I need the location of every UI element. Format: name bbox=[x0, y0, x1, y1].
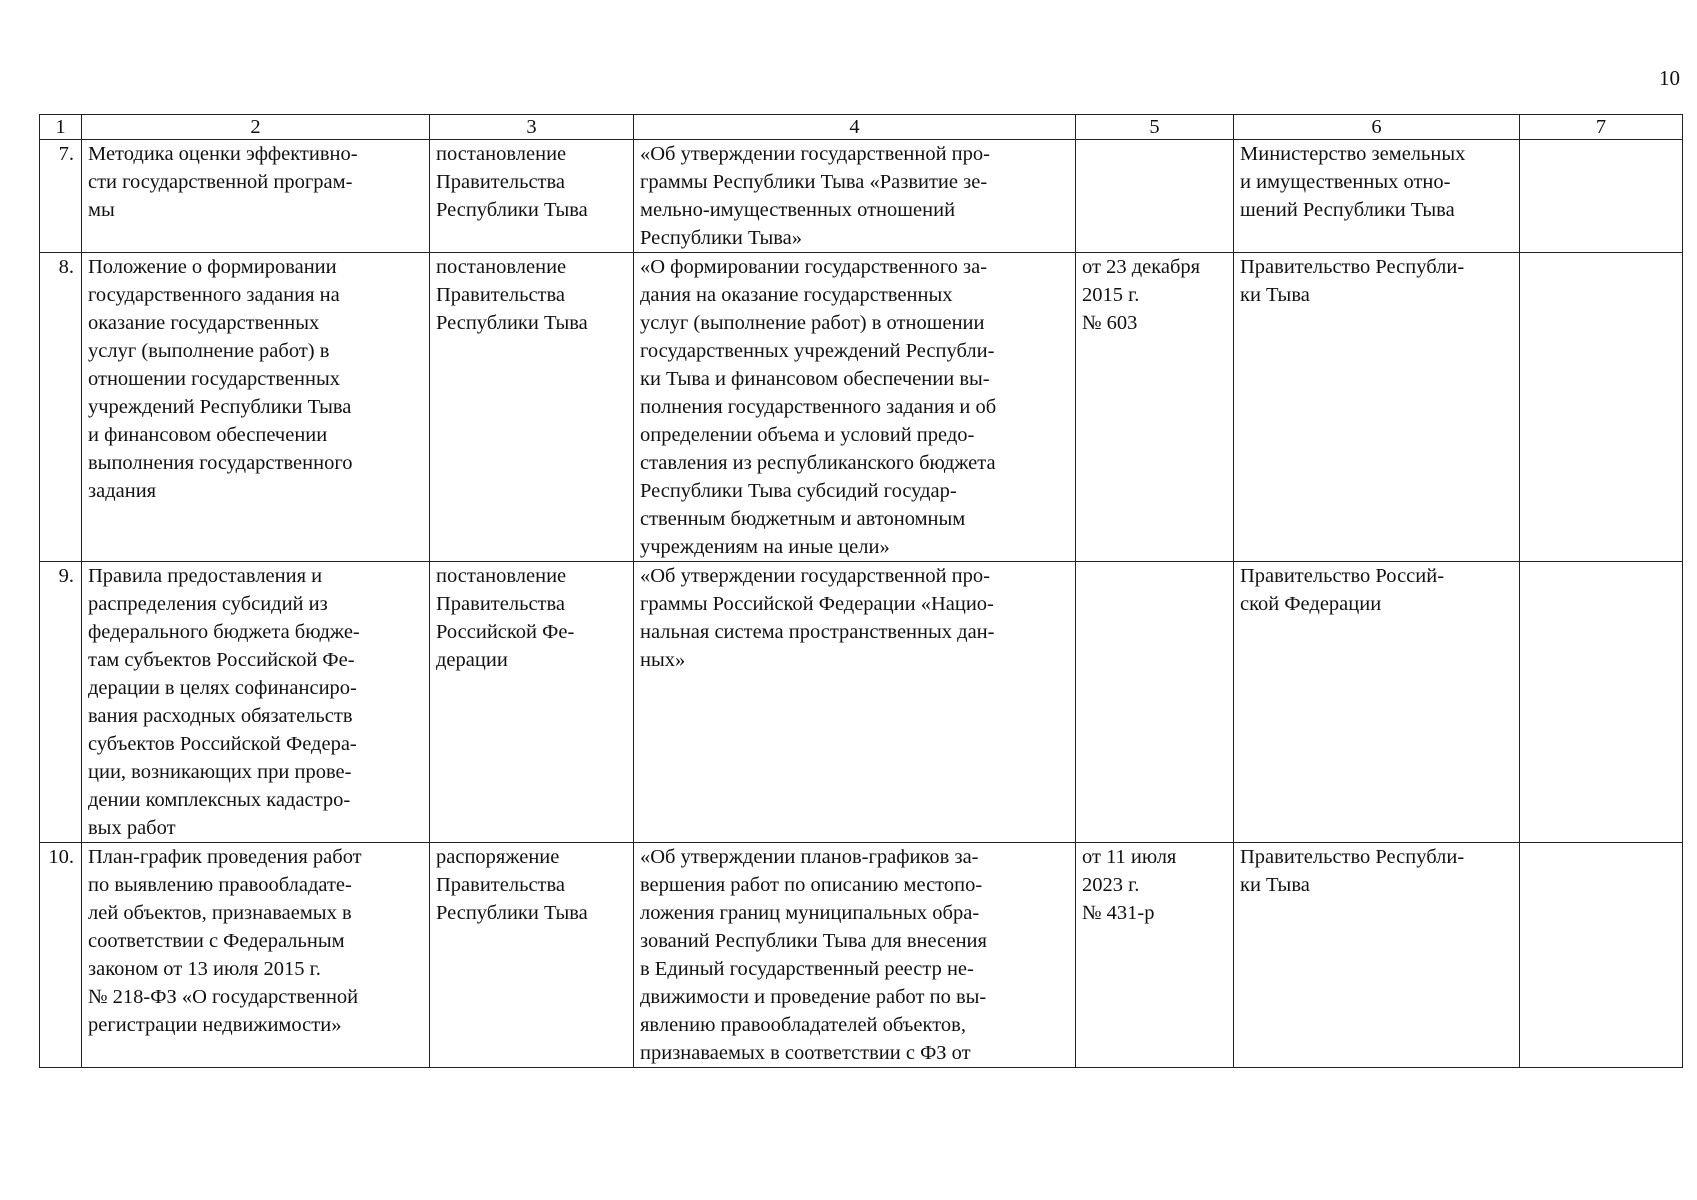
cell-text-line: сти государственной програм- bbox=[88, 171, 353, 193]
cell-text-line: вершения работ по описанию местопо- bbox=[640, 874, 983, 896]
cell-text-line: № 603 bbox=[1082, 312, 1138, 334]
cell-text-line: там субъектов Российской Фе- bbox=[88, 649, 355, 671]
cell-text-line: ции, возникающих при прове- bbox=[88, 761, 352, 783]
cell-text-line: постановление bbox=[436, 256, 567, 278]
cell-text-line: услуг (выполнение работ) в bbox=[88, 340, 330, 362]
cell-text-line: ки Тыва bbox=[1240, 874, 1310, 896]
cell-text-line: зований Республики Тыва для внесения bbox=[640, 930, 987, 952]
cell-text-line: от 23 декабря bbox=[1082, 256, 1201, 278]
document-name-cell bbox=[82, 843, 430, 1068]
document-title-cell bbox=[634, 562, 1076, 843]
cell-text-line: ской Федерации bbox=[1240, 593, 1382, 615]
row-number: 8. bbox=[40, 253, 82, 562]
cell-text-line: явлению правообладателей объектов, bbox=[640, 1014, 966, 1036]
cell-text-line: законом от 13 июля 2015 г. bbox=[88, 958, 321, 980]
cell-text-line: Российской Фе- bbox=[436, 621, 575, 643]
cell-text-line: услуг (выполнение работ) в отношении bbox=[640, 312, 985, 334]
document-title-cell bbox=[634, 140, 1076, 253]
row-number: 10. bbox=[40, 843, 82, 1068]
cell-text-line: дении комплексных кадастро- bbox=[88, 789, 351, 811]
cell-text-line: Министерство земельных bbox=[1240, 143, 1466, 165]
cell-text-line: ки Тыва и финансовом обеспечении вы- bbox=[640, 368, 990, 390]
document-name-cell bbox=[82, 140, 430, 253]
cell-text-line: Правительство Республи- bbox=[1240, 256, 1465, 278]
cell-text-line: государственных учреждений Республи- bbox=[640, 340, 995, 362]
header-cell: 5 bbox=[1076, 115, 1234, 140]
cell-text-line: субъектов Российской Федера- bbox=[88, 733, 357, 755]
document-type-cell bbox=[430, 843, 634, 1068]
document-date-cell bbox=[1076, 253, 1234, 562]
cell-text-line: государственного задания на bbox=[88, 284, 340, 306]
cell-text-line: дерации bbox=[436, 649, 508, 671]
cell-text-line: полнения государственного задания и об bbox=[640, 396, 997, 418]
cell-text-line: отношении государственных bbox=[88, 368, 340, 390]
cell-text-line: Правительства bbox=[436, 593, 566, 615]
cell-text-line: «Об утверждении государственной про- bbox=[640, 143, 990, 165]
document-name-cell bbox=[82, 253, 430, 562]
row-number: 7. bbox=[40, 140, 82, 253]
cell-text-line: лей объектов, признаваемых в bbox=[88, 902, 352, 924]
cell-text-line: вых работ bbox=[88, 817, 176, 839]
document-date-cell bbox=[1076, 562, 1234, 843]
cell-text-line: оказание государственных bbox=[88, 312, 320, 334]
cell-text-line: нальная система пространственных дан- bbox=[640, 621, 995, 643]
cell-text-line: Республики Тыва bbox=[436, 312, 588, 334]
cell-text-line: регистрации недвижимости» bbox=[88, 1014, 342, 1036]
cell-text-line: в Единый государственный реестр не- bbox=[640, 958, 974, 980]
cell-text-line: распоряжение bbox=[436, 846, 560, 868]
cell-text-line: Правительства bbox=[436, 874, 566, 896]
cell-text-line: № 218-ФЗ «О государственной bbox=[88, 986, 359, 1008]
cell-text-line: Республики Тыва» bbox=[640, 227, 802, 249]
responsible-cell bbox=[1234, 843, 1520, 1068]
header-cell: 7 bbox=[1520, 115, 1683, 140]
document-type-cell bbox=[430, 140, 634, 253]
cell-text-line: задания bbox=[88, 480, 157, 502]
cell-text-line: шений Республики Тыва bbox=[1240, 199, 1455, 221]
cell-text-line: Правительство Республи- bbox=[1240, 846, 1465, 868]
cell-text-line: 2015 г. bbox=[1082, 284, 1140, 306]
cell-text-line: и финансовом обеспечении bbox=[88, 424, 328, 446]
note-cell bbox=[1520, 562, 1683, 843]
header-cell: 2 bbox=[82, 115, 430, 140]
cell-text-line: федерального бюджета бюдже- bbox=[88, 621, 360, 643]
cell-text-line: вания расходных обязательств bbox=[88, 705, 353, 727]
document-table bbox=[39, 114, 1683, 1068]
cell-text-line: мы bbox=[88, 199, 115, 221]
cell-text-line: Республики Тыва bbox=[436, 902, 588, 924]
note-cell bbox=[1520, 140, 1683, 253]
row-number: 9. bbox=[40, 562, 82, 843]
cell-text-line: признаваемых в соответствии с ФЗ от bbox=[640, 1042, 971, 1064]
cell-text-line: от 11 июля bbox=[1082, 846, 1177, 868]
cell-text-line: «Об утверждении государственной про- bbox=[640, 565, 990, 587]
cell-text-line: движимости и проведение работ по вы- bbox=[640, 986, 987, 1008]
cell-text-line: ложения границ муниципальных обра- bbox=[640, 902, 980, 924]
table-row bbox=[40, 843, 1683, 1068]
cell-text-line: учреждений Республики Тыва bbox=[88, 396, 352, 418]
note-cell bbox=[1520, 843, 1683, 1068]
cell-text-line: и имущественных отно- bbox=[1240, 171, 1451, 193]
header-cell: 6 bbox=[1234, 115, 1520, 140]
cell-text-line: по выявлению правообладате- bbox=[88, 874, 352, 896]
cell-text-line: Республики Тыва bbox=[436, 199, 588, 221]
cell-text-line: Правительства bbox=[436, 284, 566, 306]
cell-text-line: соответствии с Федеральным bbox=[88, 930, 345, 952]
cell-text-line: ных» bbox=[640, 649, 686, 671]
document-date-cell bbox=[1076, 843, 1234, 1068]
cell-text-line: Правительства bbox=[436, 171, 566, 193]
document-name-cell bbox=[82, 562, 430, 843]
cell-text-line: определении объема и условий предо- bbox=[640, 424, 975, 446]
document-title-cell bbox=[634, 253, 1076, 562]
table-row bbox=[40, 253, 1683, 562]
cell-text-line: ставления из республиканского бюджета bbox=[640, 452, 996, 474]
header-cell: 3 bbox=[430, 115, 634, 140]
cell-text-line: дания на оказание государственных bbox=[640, 284, 953, 306]
cell-text-line: граммы Республики Тыва «Развитие зе- bbox=[640, 171, 988, 193]
document-title-cell bbox=[634, 843, 1076, 1068]
responsible-cell bbox=[1234, 562, 1520, 843]
table-row bbox=[40, 562, 1683, 843]
header-cell: 1 bbox=[40, 115, 82, 140]
header-cell: 4 bbox=[634, 115, 1076, 140]
cell-text-line: 2023 г. bbox=[1082, 874, 1140, 896]
cell-text-line: учреждениям на иные цели» bbox=[640, 536, 890, 558]
cell-text-line: Республики Тыва субсидий государ- bbox=[640, 480, 957, 502]
cell-text-line: постановление bbox=[436, 143, 567, 165]
cell-text-line: «Об утверждении планов-графиков за- bbox=[640, 846, 979, 868]
cell-text-line: постановление bbox=[436, 565, 567, 587]
table-row bbox=[40, 140, 1683, 253]
page-number: 10 bbox=[1659, 66, 1680, 90]
cell-text-line: Правительство Россий- bbox=[1240, 565, 1445, 587]
document-date-cell bbox=[1076, 140, 1234, 253]
cell-text-line: «О формировании государственного за- bbox=[640, 256, 988, 278]
cell-text-line: дерации в целях софинансиро- bbox=[88, 677, 357, 699]
document-type-cell bbox=[430, 253, 634, 562]
table-header-row bbox=[40, 115, 1683, 140]
responsible-cell bbox=[1234, 140, 1520, 253]
document-type-cell bbox=[430, 562, 634, 843]
cell-text-line: ственным бюджетным и автономным bbox=[640, 508, 966, 530]
cell-text-line: мельно-имущественных отношений bbox=[640, 199, 956, 221]
cell-text-line: План-график проведения работ bbox=[88, 846, 362, 868]
cell-text-line: распределения субсидий из bbox=[88, 593, 328, 615]
cell-text-line: № 431-р bbox=[1082, 902, 1155, 924]
responsible-cell bbox=[1234, 253, 1520, 562]
cell-text-line: граммы Российской Федерации «Нацио- bbox=[640, 593, 994, 615]
cell-text-line: Положение о формировании bbox=[88, 256, 337, 278]
note-cell bbox=[1520, 253, 1683, 562]
cell-text-line: Методика оценки эффективно- bbox=[88, 143, 358, 165]
cell-text-line: ки Тыва bbox=[1240, 284, 1310, 306]
cell-text-line: выполнения государственного bbox=[88, 452, 353, 474]
cell-text-line: Правила предоставления и bbox=[88, 565, 323, 587]
